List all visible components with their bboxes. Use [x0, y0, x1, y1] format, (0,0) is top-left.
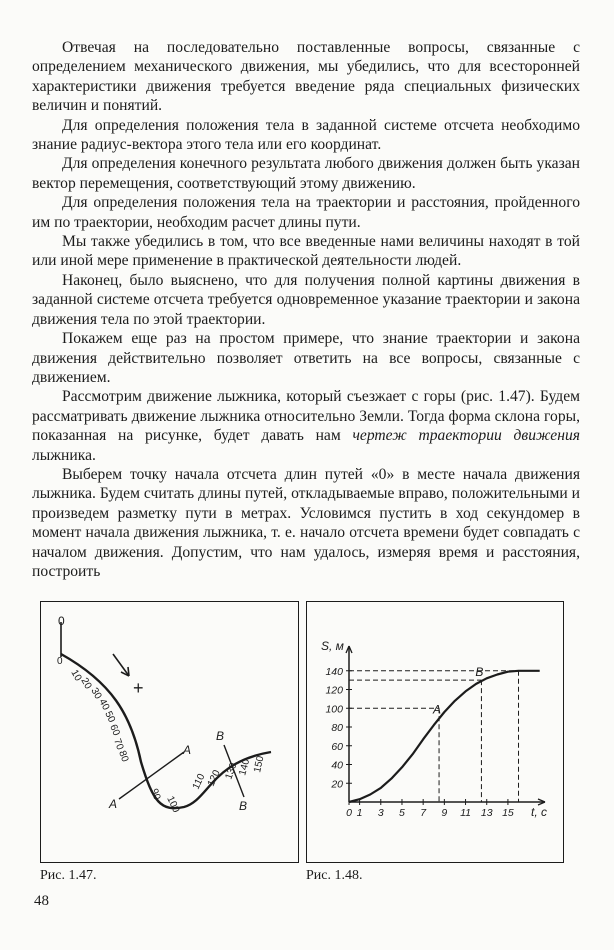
main-text: [32, 38, 580, 581]
text-run: лыжника.: [32, 446, 96, 464]
figure-1-48: [306, 601, 564, 863]
paragraph: Выберем точку начала отсчета длин путей «0» в месте начала движения лыжника. Будем считать длины путей, откладываемые вправо, положительными и произведем разметку пути в метрах. Условимся пустить в ход секундомер в момент начала движения лыжника, т. е. начало отсчета времени будет совпадать с началом движения. Допустим, что нам удалось, измеряя время и расстояния, построить: [32, 465, 580, 580]
plus-sign: +: [133, 678, 144, 698]
origin-label: 0: [58, 614, 65, 628]
figure-caption: Рис. 1.48.: [306, 868, 363, 883]
scale-mark: 120: [205, 768, 223, 789]
x-tick-label: 11: [460, 807, 471, 819]
scale-mark: 60: [107, 723, 122, 738]
paragraph: Отвечая на последовательно поставленные вопросы, связанные с определением механического движения, мы убедились, что для всесторонней характеристики движения требуется введение ряда специальных физических величин и понятий.: [32, 39, 580, 115]
scale-mark: 70: [111, 737, 126, 752]
figure-1-47: [40, 601, 299, 863]
scale-mark: 130: [223, 761, 240, 782]
scale-mark: 50: [102, 709, 117, 725]
y-tick-label: 140: [325, 665, 343, 678]
text-run: Рассмотрим движение лыжника, который съезжает с горы (рис. 1.47). Будем рассматривать движение лыжника относительно Земли. Тогда форма склона горы, показанная на рисунке, будет давать нам: [32, 388, 580, 445]
scale-mark: 20: [78, 676, 94, 692]
section-label-b-lower: B: [239, 799, 248, 813]
x-tick-label: 13: [480, 807, 493, 819]
paragraph: Наконец, было выяснено, что для получения полной картины движения в заданной системе отсчета требуется одновременное указание траектории и закона движения тела по этой траектории.: [32, 271, 580, 328]
scale-mark: 150: [252, 755, 267, 774]
figure-caption: Рис. 1.47.: [40, 868, 97, 883]
x-tick-label: 9: [441, 807, 448, 819]
scale-mark: 0: [57, 656, 63, 667]
scale-mark: 80: [116, 749, 131, 764]
paragraph: Покажем еще раз на простом примере, что знание траектории и закона движения действительно позволяет ответить на все вопросы, связанные с движением.: [32, 330, 580, 386]
italic-term: чертеж траектории движения: [352, 427, 580, 445]
scale-mark: 100: [164, 794, 182, 815]
scale-mark: 140: [237, 757, 253, 777]
scale-mark: 40: [96, 697, 112, 713]
paragraph: Мы также убедились в том, что все введенные нами величины находят в той или иной мере применение в практической деятельности людей.: [32, 233, 580, 270]
y-tick-label: 80: [331, 722, 343, 734]
section-label-a-lower: A: [109, 797, 118, 811]
scale-mark: 90: [148, 787, 163, 802]
slope-drawing: [41, 602, 298, 862]
section-label-a-upper: A: [183, 743, 192, 757]
x-tick-label: 15: [502, 807, 514, 819]
section-label-b-upper: B: [216, 729, 225, 743]
x-tick-label: 3: [377, 807, 384, 819]
point-label: B: [475, 665, 484, 680]
x-tick-label: 7: [420, 807, 427, 819]
paragraph: Для определения конечного результата любого движения должен быть указан вектор перемещения, соответствующий этому движению.: [32, 155, 580, 192]
y-axis-label: S, м: [321, 639, 344, 653]
y-tick-label: 20: [331, 778, 343, 791]
point-label: A: [433, 702, 442, 717]
scale-mark: 110: [190, 772, 208, 792]
x-tick-label: 0: [346, 807, 352, 819]
x-axis-label: t, c: [531, 805, 548, 819]
paragraph: Для определения положения тела в заданной системе отсчета необходимо знание радиус-вектора этого тела или его координат.: [32, 116, 580, 154]
y-tick-label: 60: [331, 740, 343, 753]
scale-mark: 30: [88, 686, 104, 702]
y-tick-label: 40: [331, 759, 343, 772]
series-line: [349, 671, 540, 802]
path-time-chart: [307, 602, 563, 862]
x-tick-label: 1: [356, 807, 363, 819]
page-number: 48: [34, 893, 49, 909]
y-tick-label: 120: [325, 684, 343, 697]
x-tick-label: 5: [399, 807, 405, 819]
paragraph-skier: [32, 387, 580, 465]
paragraph: Для определения положения тела на траектории и расстояния, пройденного им по траектории, необходим расчет длины пути.: [32, 194, 580, 231]
y-tick-label: 100: [325, 703, 343, 716]
scale-mark: 10: [68, 668, 84, 684]
